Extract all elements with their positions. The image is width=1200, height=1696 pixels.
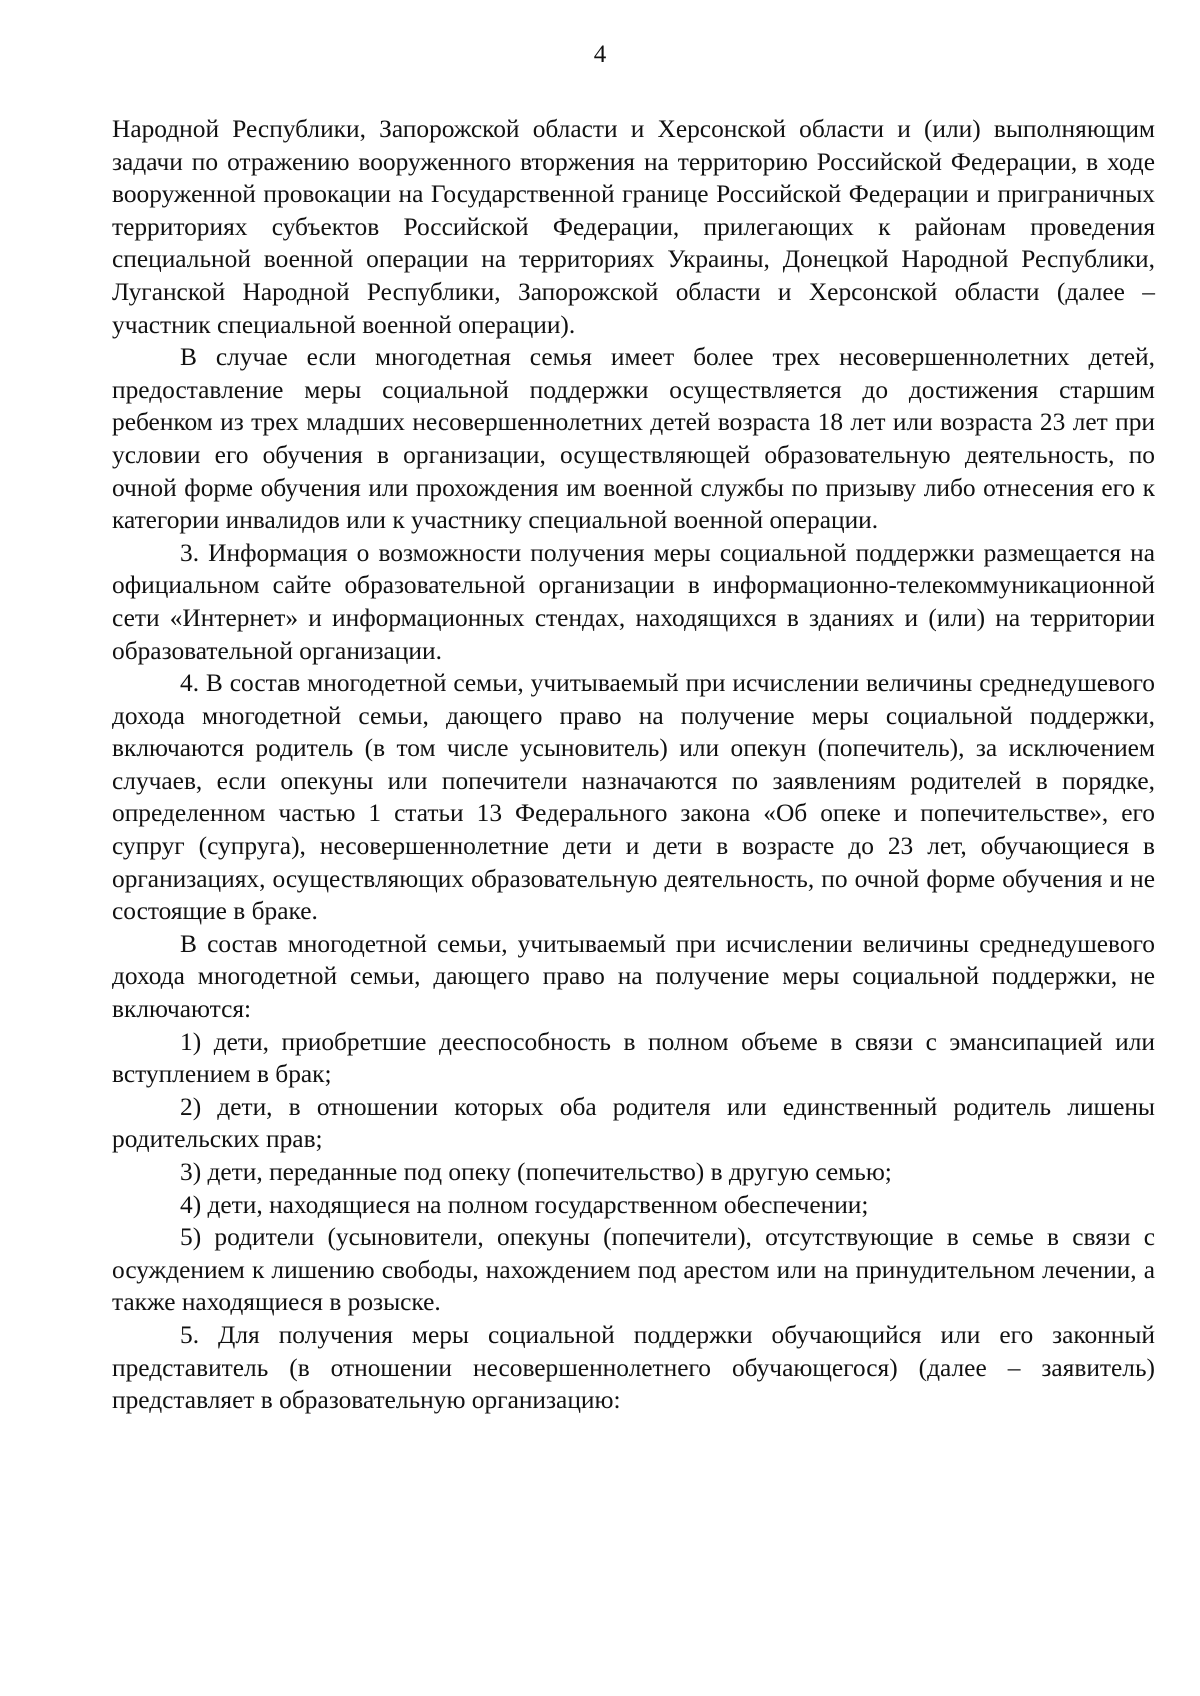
paragraph-4: 4. В состав многодетной семьи, учитываемый при исчислении величины среднедушевого дохода многодетной семьи, дающего право на получение меры социальной поддержки, включаются родитель (в том числе усыновитель) или опекун (попечитель), за исключением случаев, если опекуны или попечители назначаются по заявлениям родителей в порядке, определенном частью 1 статьи 13 Федерального закона «Об опеке и попечительстве», его супруг (супруга), несовершеннолетние дети и дети в возрасте до 23 лет, обучающиеся в организациях, осуществляющих образовательную деятельность, по очной форме обучения и не состоящие в браке. (112, 669, 1155, 926)
paragraph-2: В случае если многодетная семья имеет более трех несовершеннолетних детей, предоставление меры социальной поддержки осуществляется до достижения старшим ребенком из трех младших несовершеннолетних детей возраста 18 лет или возраста 23 лет при условии его обучения в организации, осуществляющей образовательную деятельность, по очной форме обучения или прохождения им военной службы по призыву либо отнесения его к категории инвалидов или к участнику специальной военной операции. (112, 343, 1155, 535)
paragraph-6: 5. Для получения меры социальной поддержки обучающийся или его законный представитель (в отношении несовершеннолетнего обучающегося) (далее – заявитель) представляет в образовательную организацию: (112, 1320, 1155, 1415)
list-item-2: 2) дети, в отношении которых оба родителя или единственный родитель лишены родительских прав; (112, 1092, 1155, 1154)
page-number: 4 (593, 41, 607, 68)
paragraph-5: В состав многодетной семьи, учитываемый при исчислении величины среднедушевого дохода многодетной семьи, дающего право на получение меры социальной поддержки, не включаются: (112, 929, 1155, 1024)
document-body (112, 113, 1155, 1417)
list-item-5: 5) родители (усыновители, опекуны (попечители), отсутствующие в семье в связи с осуждением к лишению свободы, нахождением под арестом или на принудительном лечении, а также находящиеся в розыске. (112, 1223, 1155, 1317)
list-item-1: 1) дети, приобретшие дееспособность в полном объеме в связи с эмансипацией или вступлением в брак; (112, 1027, 1155, 1089)
list-item-3: 3) дети, переданные под опеку (попечительство) в другую семью; (180, 1158, 892, 1186)
paragraph-1: Народной Республики, Запорожской области и Херсонской области и (или) выполняющим задачи по отражению вооруженного вторжения на территорию Российской Федерации, в ходе вооруженной провокации на Государственной границе Российской Федерации и приграничных территориях субъектов Российской Федерации, прилегающих к районам проведения специальной военной операции на территориях Украины, Донецкой Народной Республики, Луганской Народной Республики, Запорожской области и Херсонской области (далее – участник специальной военной операции). (112, 115, 1155, 339)
list-item-4: 4) дети, находящиеся на полном государственном обеспечении; (180, 1190, 869, 1219)
paragraph-3: 3. Информация о возможности получения меры социальной поддержки размещается на официальном сайте образовательной организации в информационно-телекоммуникационной сети «Интернет» и информационных стендах, находящихся в зданиях и (или) на территории образовательной организации. (112, 538, 1155, 665)
